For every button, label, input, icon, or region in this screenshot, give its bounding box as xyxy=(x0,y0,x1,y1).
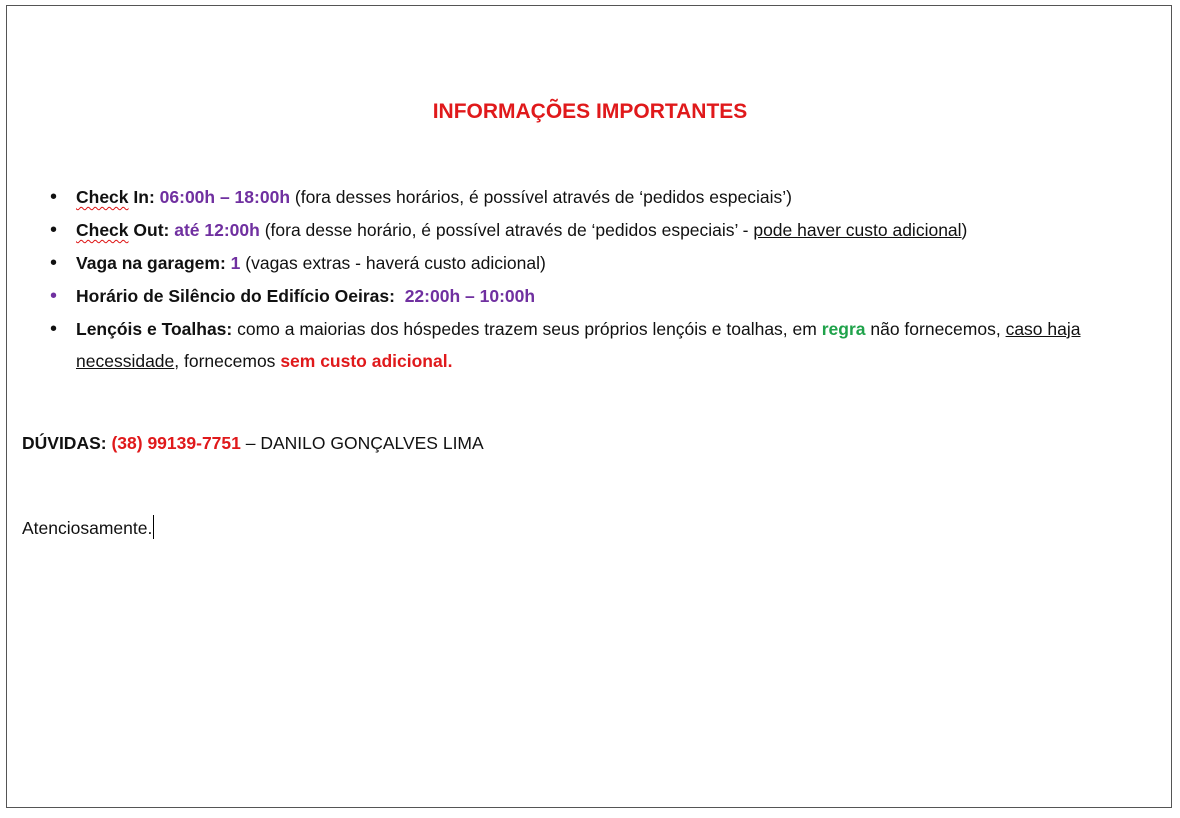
checkout-time: até 12:00h xyxy=(174,220,260,240)
checkout-note-start: (fora desse horário, é possível através de ‘pedidos especiais’ - xyxy=(259,220,754,240)
checkout-label-word: Check xyxy=(76,220,129,240)
list-item-lencois xyxy=(50,313,1160,377)
list-item-garagem xyxy=(50,247,1160,280)
lencois-text-2: não fornecemos, xyxy=(865,319,1006,339)
contact-name: – DANILO GONÇALVES LIMA xyxy=(240,433,484,453)
closing-text: Atenciosamente. xyxy=(22,518,153,538)
page-title: INFORMAÇÕES IMPORTANTES xyxy=(432,100,748,123)
document-page xyxy=(6,5,1172,808)
lencois-underlined: caso haja necessidade xyxy=(76,319,1081,371)
checkin-time: 06:00h – 18:00h xyxy=(159,187,291,207)
lencois-highlight: regra xyxy=(821,319,866,339)
bullet-icon: • xyxy=(50,186,58,208)
lencois-emphasis: sem custo adicional. xyxy=(280,351,453,371)
lencois-text-1: como a maiorias dos hóspedes trazem seus próprios lençóis e toalhas, em xyxy=(232,319,822,339)
garagem-note: (vagas extras - haverá custo adicional) xyxy=(240,253,546,273)
checkin-label-rest: In: xyxy=(128,187,155,207)
lencois-label: Lençóis e Toalhas: xyxy=(76,319,233,339)
closing-line[interactable] xyxy=(22,513,154,543)
checkout-label-rest: Out: xyxy=(128,220,170,240)
silencio-label: Horário de Silêncio do Edifício Oeiras: xyxy=(76,286,395,306)
checkin-label-word: Check xyxy=(76,187,129,207)
checkin-note: (fora desses horários, é possível através de ‘pedidos especiais’) xyxy=(290,187,792,207)
bullet-icon: • xyxy=(50,219,58,241)
bullet-icon: • xyxy=(50,285,58,307)
info-list xyxy=(50,181,1160,377)
garagem-value: 1 xyxy=(230,253,241,273)
bullet-icon: • xyxy=(50,252,58,274)
contact-label: DÚVIDAS: xyxy=(22,433,107,453)
list-item-checkin xyxy=(50,181,1160,214)
list-item-checkout xyxy=(50,214,1160,247)
silencio-time: 22:00h – 10:00h xyxy=(404,286,536,306)
contact-line xyxy=(22,428,484,458)
text-cursor xyxy=(153,515,154,539)
garagem-label: Vaga na garagem: xyxy=(76,253,226,273)
checkout-note-end: ) xyxy=(961,220,968,240)
lencois-text-3: , fornecemos xyxy=(174,351,281,371)
checkout-note-underlined: pode haver custo adicional xyxy=(753,220,962,240)
bullet-icon: • xyxy=(50,318,58,340)
list-item-silencio xyxy=(50,280,1160,313)
contact-phone: (38) 99139-7751 xyxy=(111,433,241,453)
